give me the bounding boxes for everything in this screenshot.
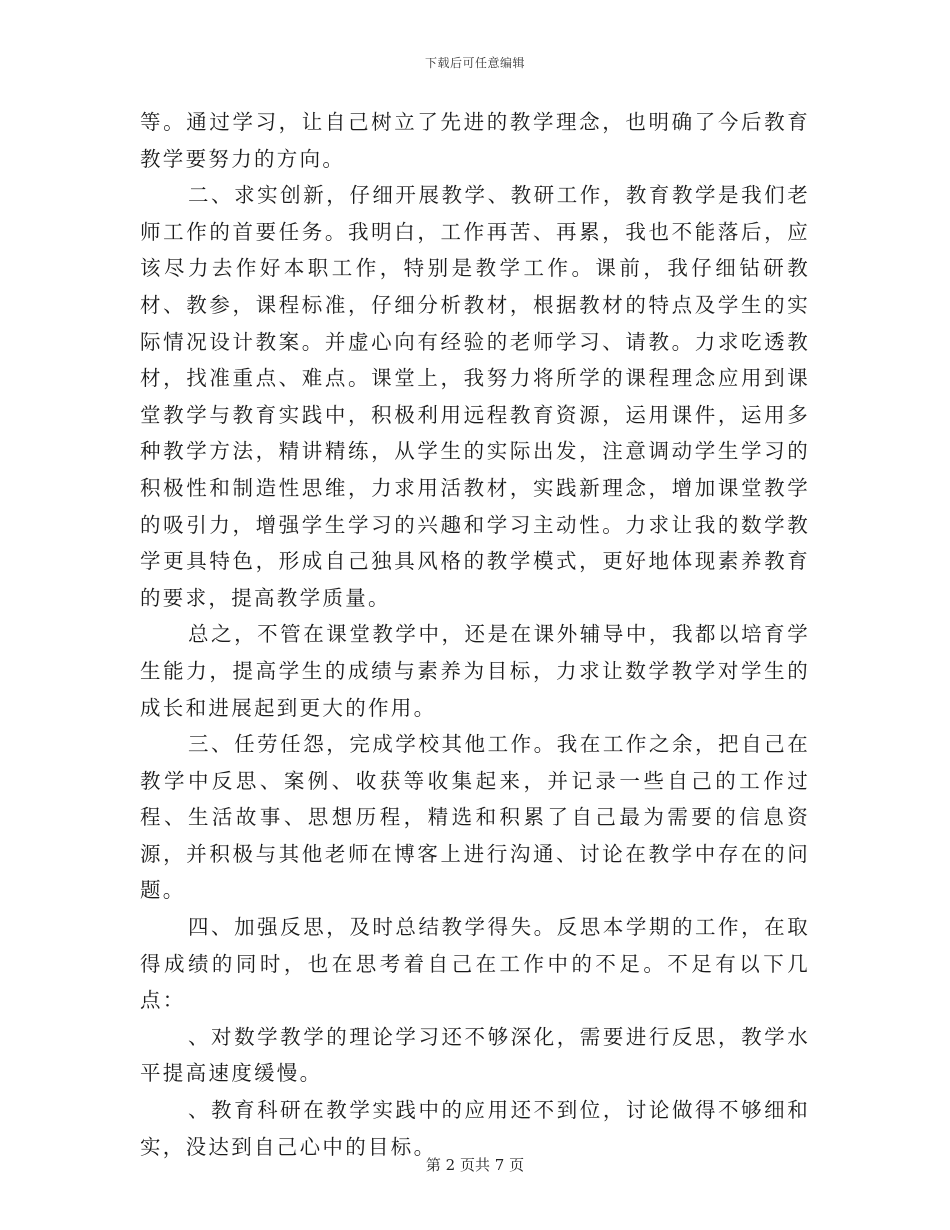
paragraph-2: 二、求实创新，仔细开展教学、教研工作，教育教学是我们老师工作的首要任务。我明白，工作再苦、再累，我也不能落后，应该尽力去作好本职工作，特别是教学工作。课前，我仔细钻研教材、教参，课程标准，仔细分析教材，根据教材的特点及学生的实际情况设计教案。并虚心向有经验的老师学习、请教。力求吃透教材，找准重点、难点。课堂上，我努力将所学的课程理念应用到课堂教学与教育实践中，积极利用远程教育资源，运用课件，运用多种教学方法，精讲精练，从学生的实际出发，注意调动学生学习的积极性和制造性思维，力求用活教材，实践新理念，增加课堂教学的吸引力，增强学生学习的兴趣和学习主动性。力求让我的数学教学更具特色，形成自己独具风格的教学模式，更好地体现素养教育的要求，提高教学质量。 (140, 183, 810, 610)
document-body (140, 104, 810, 1165)
paragraph-7: 、教育科研在教学实践中的应用还不到位，讨论做得不够细和实，没达到自己心中的目标。 (140, 1098, 810, 1159)
paragraph-3: 总之，不管在课堂教学中，还是在课外辅导中，我都以培育学生能力，提高学生的成绩与素养为目标，力求让数学教学对学生的成长和进展起到更大的作用。 (140, 622, 810, 720)
paragraph-6: 、对数学教学的理论学习还不够深化，需要进行反思，教学水平提高速度缓慢。 (140, 1024, 810, 1086)
paragraph-5: 四、加强反思，及时总结教学得失。反思本学期的工作，在取得成绩的同时，也在思考着自己在工作中的不足。不足有以下几点： (140, 915, 810, 1013)
page-header: 下载后可任意编辑 (424, 56, 525, 70)
paragraph-1: 等。通过学习，让自己树立了先进的教学理念，也明确了今后教育教学要努力的方向。 (140, 110, 810, 171)
paragraph-4: 三、任劳任怨，完成学校其他工作。我在工作之余，把自己在教学中反思、案例、收获等收集起来，并记录一些自己的工作过程、生活故事、思想历程，精选和积累了自己最为需要的信息资源，并积极与其他老师在博客上进行沟通、讨论在教学中存在的问题。 (140, 732, 810, 903)
page-footer: 第 2 页共 7 页 (425, 1156, 525, 1174)
